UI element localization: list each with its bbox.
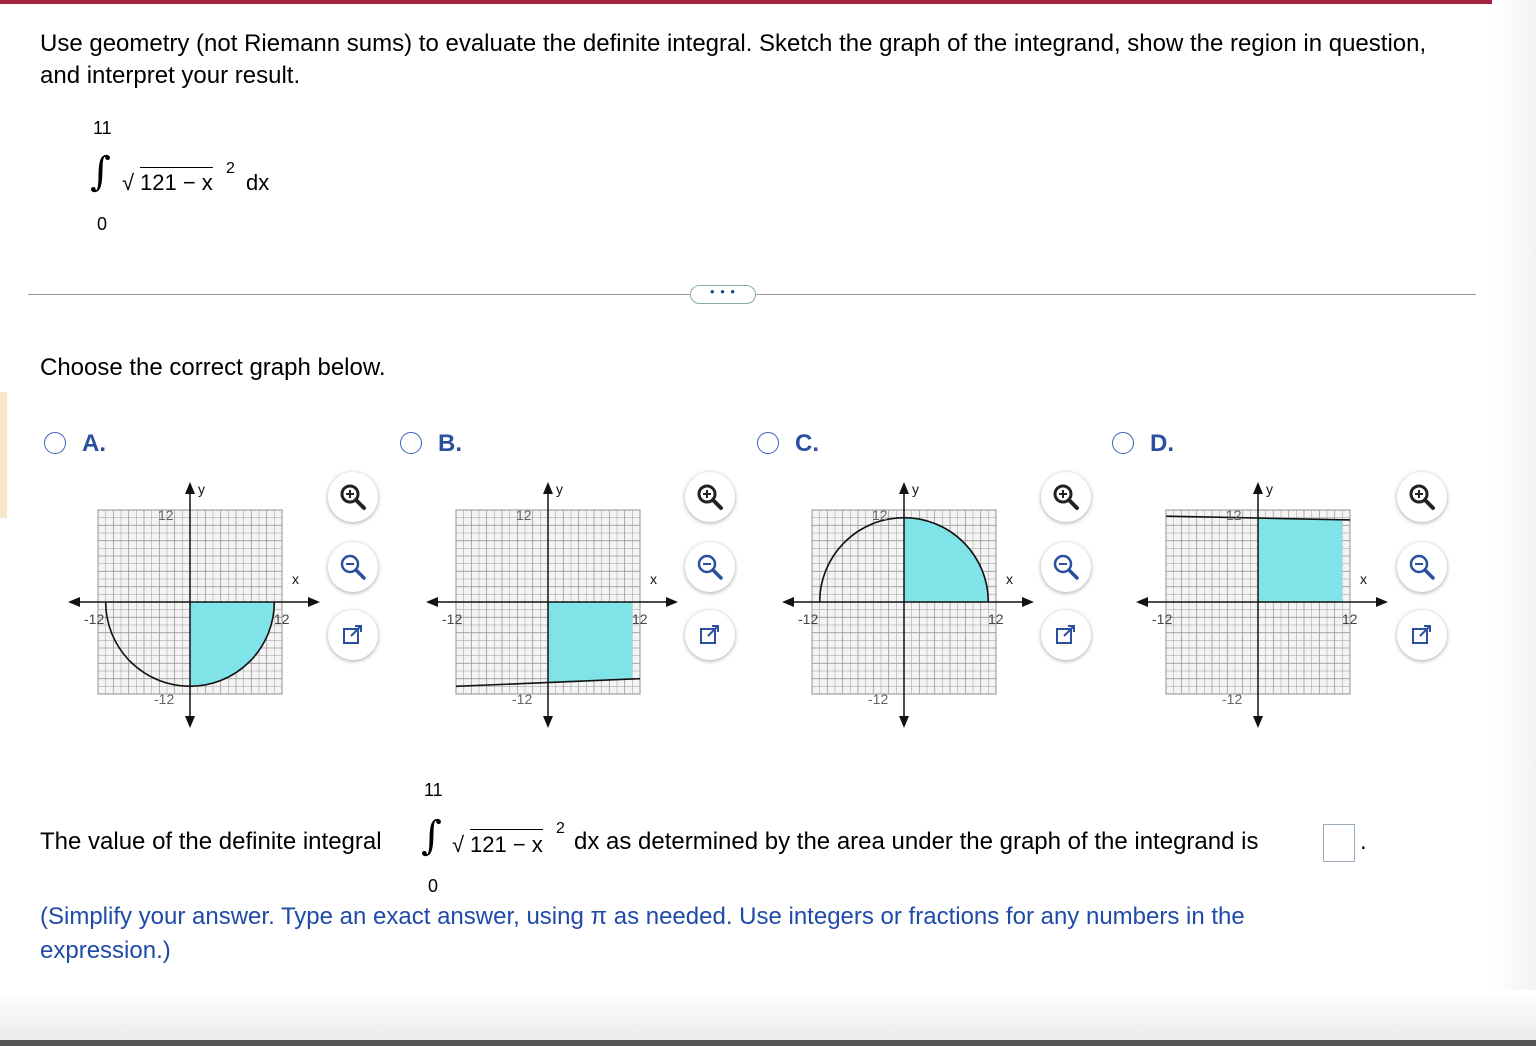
- x-axis-arrow-left: [68, 597, 80, 607]
- answer-instructions-note: (Simplify your answer. Type an exact answer, using π as needed. Use integers or fractions for any numbers in the expression.): [40, 903, 1245, 964]
- shaded-region: [1258, 518, 1342, 602]
- x-axis-arrow-right: [666, 597, 678, 607]
- y-axis-arrow-down: [899, 716, 909, 728]
- x-axis-label: x: [1360, 571, 1367, 587]
- exponent: 2: [226, 160, 235, 177]
- radio-button-b[interactable]: [400, 432, 422, 454]
- integral-sign: ∫: [421, 813, 442, 859]
- tick-label-bottom: -12: [512, 691, 533, 707]
- open-new-window-icon[interactable]: [685, 610, 735, 660]
- answer-input-box[interactable]: [1323, 824, 1355, 862]
- x-axis-arrow-right: [308, 597, 320, 607]
- option-c-label: C.: [795, 430, 819, 457]
- exponent: 2: [556, 820, 565, 837]
- option-a-label: A.: [82, 430, 106, 457]
- tick-label-top: 12: [516, 507, 532, 523]
- question-instruction: Use geometry (not Riemann sums) to evaluate the definite integral. Sketch the graph of the integrand, show the region in question, and interpret your result.: [40, 30, 1427, 89]
- choose-graph-prompt: Choose the correct graph below.: [40, 354, 386, 381]
- zoom-in-icon[interactable]: [1041, 472, 1091, 522]
- expand-more-button[interactable]: • • •: [690, 285, 756, 304]
- y-axis-arrow-down: [543, 716, 553, 728]
- zoom-out-icon[interactable]: [1397, 542, 1447, 592]
- integral-upper-limit: 11: [424, 780, 443, 800]
- y-axis-label: y: [912, 481, 919, 497]
- tick-label-bottom: -12: [154, 691, 175, 707]
- integral-lower-limit: 0: [428, 876, 439, 896]
- graph-c: [780, 478, 1036, 730]
- result-suffix: dx as determined by the area under the graph of the integrand is: [574, 828, 1259, 855]
- y-axis-label: y: [198, 481, 205, 497]
- graph-a: [66, 478, 322, 730]
- x-axis-label: x: [292, 571, 299, 587]
- radical-sign: √: [452, 832, 465, 857]
- zoom-in-icon[interactable]: [1397, 472, 1447, 522]
- integral-upper-limit: 11: [93, 118, 112, 138]
- y-axis-arrow-up: [543, 482, 553, 494]
- tick-label-top: 12: [158, 507, 174, 523]
- graph-b: [424, 478, 680, 730]
- y-axis-arrow-up: [185, 482, 195, 494]
- bottom-toolbar-band: [0, 990, 1536, 1046]
- tick-label-right: 12: [1342, 611, 1358, 627]
- y-axis-arrow-down: [185, 716, 195, 728]
- zoom-in-icon[interactable]: [328, 472, 378, 522]
- y-axis-arrow-up: [899, 482, 909, 494]
- tick-label-left: -12: [1152, 611, 1173, 627]
- graph-d: [1134, 478, 1390, 730]
- zoom-out-icon[interactable]: [685, 542, 735, 592]
- tick-label-right: 12: [632, 611, 648, 627]
- left-highlight-mark: [0, 392, 7, 518]
- radio-button-d[interactable]: [1112, 432, 1134, 454]
- top-accent-bar: [0, 0, 1496, 4]
- option-d-label: D.: [1150, 430, 1174, 457]
- result-prefix: The value of the definite integral: [40, 828, 382, 855]
- radio-button-a[interactable]: [44, 432, 66, 454]
- shaded-region: [548, 602, 632, 683]
- tick-label-top: 12: [872, 507, 888, 523]
- open-new-window-icon[interactable]: [1397, 610, 1447, 660]
- tick-label-left: -12: [442, 611, 463, 627]
- right-edge-shadow: [1492, 0, 1536, 1046]
- tick-label-left: -12: [84, 611, 105, 627]
- tick-label-left: -12: [798, 611, 819, 627]
- option-b-label: B.: [438, 430, 462, 457]
- tick-label-top: 12: [1226, 507, 1242, 523]
- x-axis-arrow-left: [782, 597, 794, 607]
- tick-label-bottom: -12: [868, 691, 889, 707]
- differential: dx: [246, 170, 270, 195]
- radio-button-c[interactable]: [757, 432, 779, 454]
- radicand: 121 − x: [470, 829, 543, 858]
- integral-lower-limit: 0: [97, 214, 108, 234]
- radical-sign: √: [122, 170, 135, 195]
- y-axis-label: y: [1266, 481, 1273, 497]
- y-axis-label: y: [556, 481, 563, 497]
- result-period: .: [1360, 828, 1367, 855]
- radicand: 121 − x: [140, 167, 213, 196]
- x-axis-arrow-right: [1022, 597, 1034, 607]
- tick-label-right: 12: [988, 611, 1004, 627]
- bottom-edge: [0, 1040, 1536, 1046]
- tick-label-bottom: -12: [1222, 691, 1243, 707]
- x-axis-label: x: [1006, 571, 1013, 587]
- x-axis-arrow-left: [1136, 597, 1148, 607]
- y-axis-arrow-up: [1253, 482, 1263, 494]
- open-new-window-icon[interactable]: [1041, 610, 1091, 660]
- zoom-out-icon[interactable]: [328, 542, 378, 592]
- integral-sign: ∫: [90, 149, 111, 195]
- zoom-in-icon[interactable]: [685, 472, 735, 522]
- x-axis-arrow-left: [426, 597, 438, 607]
- y-axis-arrow-down: [1253, 716, 1263, 728]
- tick-label-right: 12: [274, 611, 290, 627]
- x-axis-arrow-right: [1376, 597, 1388, 607]
- x-axis-label: x: [650, 571, 657, 587]
- zoom-out-icon[interactable]: [1041, 542, 1091, 592]
- open-new-window-icon[interactable]: [328, 610, 378, 660]
